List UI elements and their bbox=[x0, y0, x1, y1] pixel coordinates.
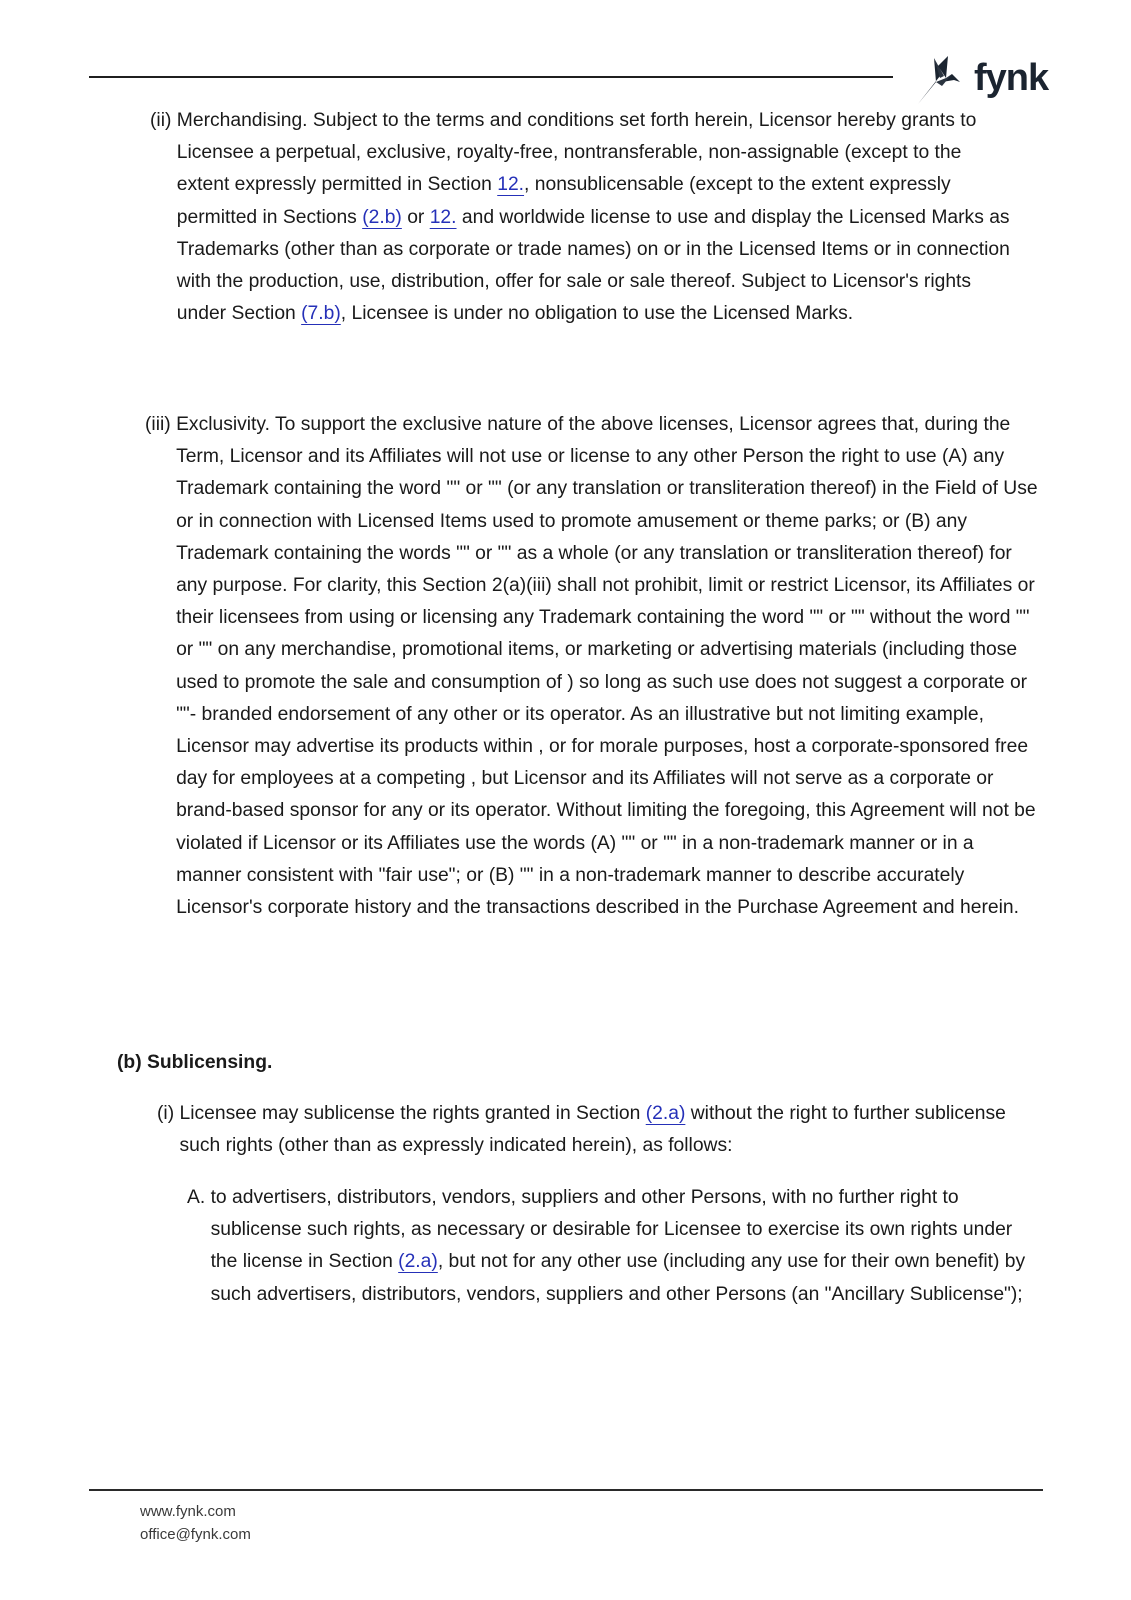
clause-text: Exclusivity. To support the exclusive nature of the above licenses, Licensor agrees that, during the Term, Licensor and its Affiliates will not use or license to any other Person the right to use (A) any Trademark containing the word "" or "" (or any translation or transliteration thereof) in the Field of Use or in connection with Licensed Items used to promote amusement or theme parks; or (B) any Trademark containing the words "" or "" as a whole (or any translation or transliteration thereof) for any purpose. For clarity, this Section 2(a)(iii) shall not prohibit, limit or restrict Licensor, its Affiliates or their licensees from using or licensing any Trademark containing the word "" or "" without the word "" or "" on any merchandise, promotional items, or marketing or advertising materials (including those used to promote the sale and consumption of ) so long as such use does not suggest a corporate or ""- branded endorsement of any other or its operator. As an illustrative but not limiting example, Licensor may advertise its products within , or for morale purposes, host a corporate-sponsored free day for employees at a competing , but Licensor and its Affiliates will not serve as a corporate or brand-based sponsor for any or its operator. Without limiting the foregoing, this Agreement will not be violated if Licensor or its Affiliates use the words (A) "" or "" in a non-trademark manner or in a manner consistent with "fair use"; or (B) "" in a non-trademark manner to describe accurately Licensor's corporate history and the transactions described in the Purchase Agreement and herein. bbox=[176, 414, 1038, 919]
clause-sublicensing-i bbox=[157, 1098, 1017, 1162]
clause-marker: A. bbox=[187, 1187, 211, 1208]
clause-text bbox=[177, 105, 1010, 330]
section-link-2a-second[interactable]: (2.a) bbox=[398, 1251, 438, 1273]
clause-sublicensing-A bbox=[187, 1182, 1037, 1311]
text-run: Licensee may sublicense the rights granted in Section bbox=[179, 1103, 646, 1124]
text-run: or bbox=[401, 206, 430, 228]
text-run: to advertisers, distributors, vendors, suppliers and other Persons, with no further right to sublicense such rights, as necessary or desirable for Licensee to exercise its own rights under the license in Section bbox=[210, 1187, 1013, 1273]
footer-website-link[interactable]: www.fynk.com bbox=[140, 1503, 236, 1520]
brand-name: fynk bbox=[974, 57, 1049, 99]
text-run: , Licensee is under no obligation to use the Licensed Marks. bbox=[340, 303, 854, 325]
section-link-7b[interactable]: (7.b) bbox=[301, 303, 341, 325]
page-footer bbox=[140, 1500, 251, 1546]
text-run: , nonsublicensable (except to the extent expressly permitted in Sections bbox=[176, 174, 951, 228]
clause-marker: (i) bbox=[157, 1103, 180, 1124]
footer-rule bbox=[89, 1489, 1043, 1491]
section-link-12[interactable]: 12. bbox=[497, 174, 525, 196]
clause-text bbox=[211, 1182, 1037, 1311]
clause-exclusivity bbox=[145, 409, 1040, 924]
footer-email-link[interactable]: office@fynk.com bbox=[140, 1526, 251, 1543]
section-link-12-second[interactable]: 12. bbox=[429, 206, 457, 228]
section-link-2a[interactable]: (2.a) bbox=[645, 1103, 686, 1124]
section-heading-sublicensing: (b) Sublicensing. bbox=[117, 1052, 273, 1073]
clause-marker: (ii) bbox=[150, 110, 177, 131]
clause-marker: (iii) bbox=[145, 414, 177, 435]
fynk-logo bbox=[914, 52, 1049, 108]
section-link-2b[interactable]: (2.b) bbox=[362, 206, 402, 228]
text-run: , but not for any other use (including any use for their own benefit) by such advertisers, distributors, vendors, suppliers and other Persons (an "Ancillary Sublicense"); bbox=[210, 1251, 1026, 1305]
header-rule bbox=[89, 76, 893, 78]
text-run: without the right to further sublicense such rights (other than as expressly indicated herein), as follows: bbox=[179, 1103, 1006, 1157]
text-run: Merchandising. Subject to the terms and conditions set forth herein, Licensor hereby grants to Licensee a perpetual, exclusive, royalty-free, nontransferable, non-assignable (except to the extent expressly permitted in Section bbox=[176, 110, 977, 196]
clause-merchandising bbox=[150, 105, 1010, 330]
clause-text bbox=[179, 1098, 1017, 1162]
origami-bird-icon bbox=[914, 52, 966, 108]
text-run: and worldwide license to use and display the Licensed Marks as Trademarks (other than as corporate or trade names) on or in the Licensed Items or in connection with the production, use, distribution, offer for sale or sale thereof. Subject to Licensor's rights under Section bbox=[176, 206, 1010, 325]
